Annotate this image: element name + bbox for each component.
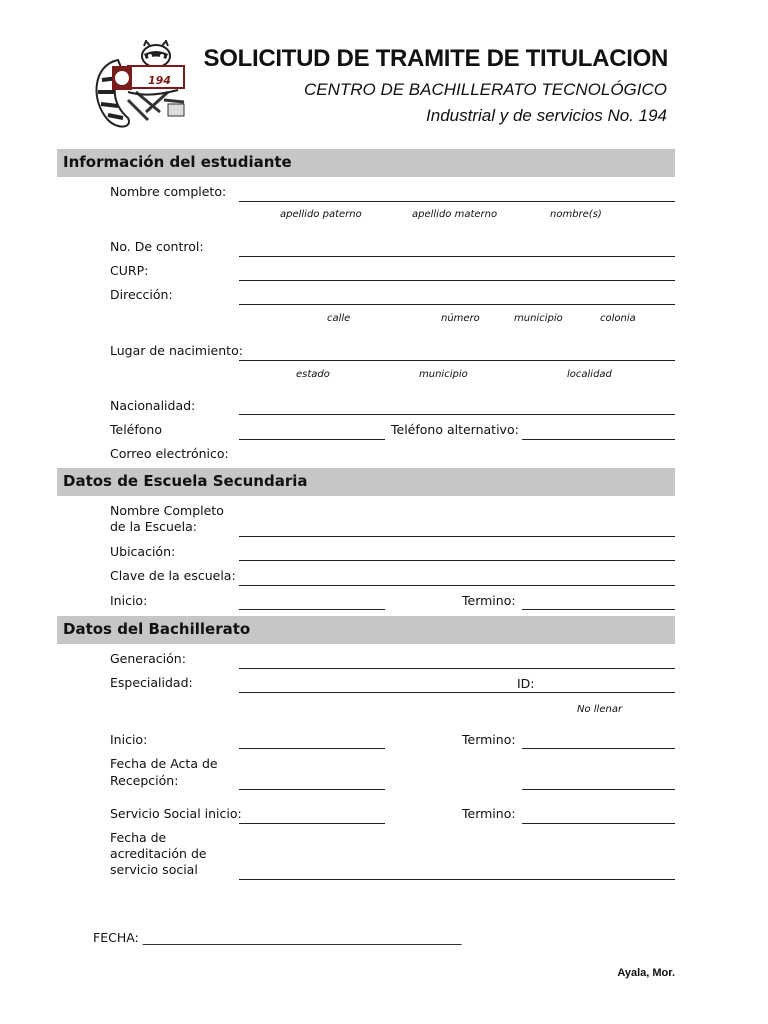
field-acta[interactable] (239, 789, 385, 790)
hint-numero: número (441, 313, 480, 324)
label-telefono-alt: Teléfono alternativo: (391, 422, 519, 437)
label-id: ID: (517, 676, 535, 691)
label-acred-3: servicio social (110, 862, 198, 877)
field-telefono-alt[interactable] (522, 439, 675, 440)
field-servicio-termino[interactable] (522, 823, 675, 824)
field-control[interactable] (239, 256, 675, 257)
hint-no-llenar: No llenar (577, 704, 623, 715)
label-correo: Correo electrónico: (110, 446, 229, 461)
section-title: Información del estudiante (63, 153, 292, 171)
label-direccion: Dirección: (110, 287, 173, 302)
label-servicio-termino: Termino: (462, 806, 516, 821)
field-servicio-inicio[interactable] (239, 823, 385, 824)
label-generacion: Generación: (110, 651, 186, 666)
hint-paterno: apellido paterno (280, 209, 362, 220)
hint-calle: calle (327, 313, 351, 324)
section-title: Datos del Bachillerato (63, 620, 251, 638)
label-bach-inicio: Inicio: (110, 732, 148, 747)
field-telefono[interactable] (239, 439, 385, 440)
label-servicio: Servicio Social inicio: (110, 806, 242, 821)
field-direccion[interactable] (239, 304, 675, 305)
field-bach-termino[interactable] (522, 748, 675, 749)
label-ubicacion: Ubicación: (110, 544, 176, 559)
fecha-field[interactable]: FECHA: ___________________________________________________ (93, 930, 462, 945)
label-nombre: Nombre completo: (110, 184, 227, 199)
label-acred-2: acreditación de (110, 846, 207, 861)
hint-estado: estado (296, 369, 330, 380)
hint-colonia: colonia (600, 313, 636, 324)
label-acred-1: Fecha de (110, 830, 167, 845)
field-bach-inicio[interactable] (239, 748, 385, 749)
label-curp: CURP: (110, 263, 149, 278)
form-title: SOLICITUD DE TRAMITE DE TITULACION (203, 45, 668, 72)
field-escuela[interactable] (239, 536, 675, 537)
label-especialidad: Especialidad: (110, 675, 193, 690)
label-acta-1: Fecha de Acta de (110, 756, 218, 771)
hint-municipio: municipio (514, 313, 563, 324)
field-curp[interactable] (239, 280, 675, 281)
hint-localidad: localidad (567, 369, 612, 380)
field-nacionalidad[interactable] (239, 414, 675, 415)
label-escuela-2: de la Escuela: (110, 519, 197, 534)
section-title: Datos de Escuela Secundaria (63, 472, 308, 490)
label-clave: Clave de la escuela: (110, 568, 236, 583)
label-control: No. De control: (110, 239, 204, 254)
school-type: Industrial y de servicios No. 194 (426, 106, 667, 125)
label-escuela-1: Nombre Completo (110, 503, 224, 518)
field-sec-termino[interactable] (522, 609, 675, 610)
label-lugar: Lugar de nacimiento: (110, 343, 243, 358)
field-sec-inicio[interactable] (239, 609, 385, 610)
svg-text:194: 194 (148, 74, 171, 87)
field-clave[interactable] (239, 585, 675, 586)
field-lugar[interactable] (239, 360, 675, 361)
label-acta-2: Recepción: (110, 773, 179, 788)
hint-municipio-nac: municipio (419, 369, 468, 380)
label-bach-termino: Termino: (462, 732, 516, 747)
field-especialidad[interactable] (239, 692, 675, 693)
section-header-secundaria (57, 468, 675, 496)
location: Ayala, Mor. (617, 967, 675, 979)
label-sec-inicio: Inicio: (110, 593, 148, 608)
school-name: CENTRO DE BACHILLERATO TECNOLÓGICO (303, 80, 667, 99)
field-acreditacion[interactable] (239, 879, 675, 880)
label-sec-termino: Termino: (462, 593, 516, 608)
section-header-student (57, 149, 675, 177)
label-nacionalidad: Nacionalidad: (110, 398, 196, 413)
field-generacion[interactable] (239, 668, 675, 669)
field-acta-2[interactable] (522, 789, 675, 790)
hint-nombre: nombre(s) (550, 209, 602, 220)
hint-materno: apellido materno (412, 209, 498, 220)
field-nombre[interactable] (239, 201, 675, 202)
field-ubicacion[interactable] (239, 560, 675, 561)
section-header-bachillerato (57, 616, 675, 644)
label-telefono: Teléfono (110, 422, 162, 437)
